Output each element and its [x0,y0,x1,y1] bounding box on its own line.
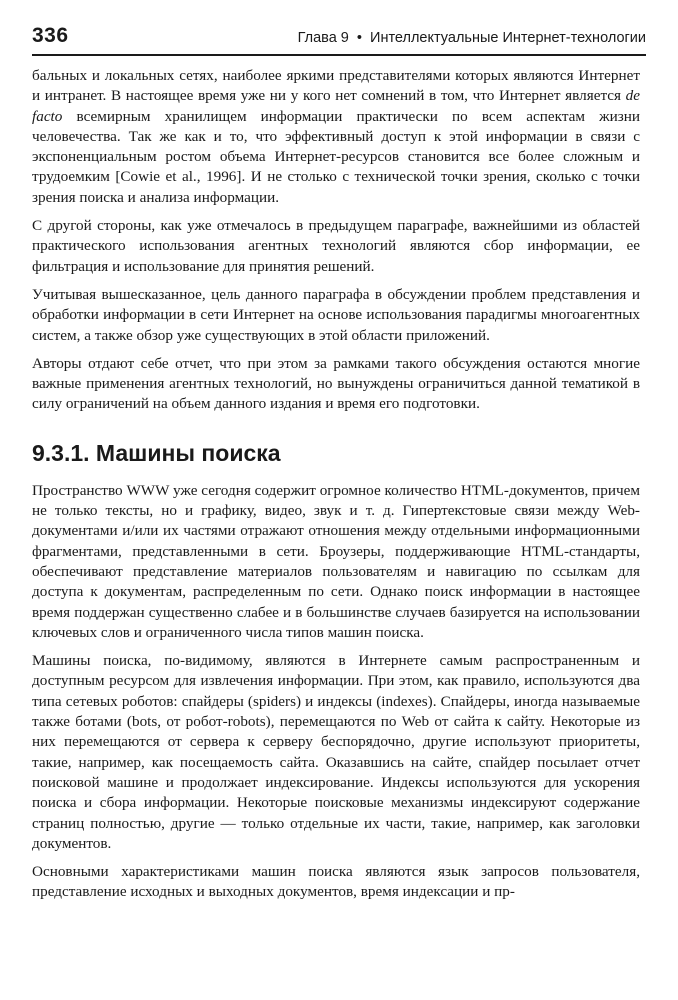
page-number: 336 [32,24,69,47]
bullet-separator: • [356,30,362,46]
paragraph: Машины поиска, по-видимому, являются в Интернете самым распространенным и доступным ресурсом для извлечения информации. При этом, как правило, используются два типа сетевых роботов: спайдеры (spiders) и индексы (indexes). Спайдеры, иногда называемые также ботами (bots, от робот-robots), перемещаются по Web от сайта к сайту. Некоторые из них перемещаются от сервера к серверу беспорядочно, другие используют приоритеты, такие, например, как посещаемость сайта. Оказавшись на сайте, спайдер посылает отчет поисковой машине и продолжает индексирование. Индексы используются для ускорения поиска и сбора информации. Некоторые поисковые механизмы индексируют содержание страниц полностью, другие — только отдельные их части, такие, например, как заголовки документов. [32,652,640,852]
paragraph: С другой стороны, как уже отмечалось в предыдущем параграфе, важнейшими из областей практического использования агентных технологий являются сбор информации, ее фильтрация и использование для принятия решений. [32,217,640,275]
chapter-label: Глава 9 [297,30,349,46]
paragraph: Пространство WWW уже сегодня содержит огромное количество HTML-документов, причем не только тексты, но и графику, видео, звук и т. д. Гипертекстовые связи между Web-документами и/или их частями отражают отношения между отдельными информационными фрагментами, представленными в сети. Броузеры, поддерживающие HTML-стандарты, обеспечивают представление материалов пользователям и навигацию по ссылкам для доступа к документам, распределенным по сети. Однако поиск информации в настоящее время поддержан существенно слабее и в большинстве случаев базируется на использовании ключевых слов и ограниченного числа типов машин поиска. [32,481,640,641]
running-head [298,30,646,46]
paragraph-text: бальных и локальных сетях, наиболее яркими представителями которых являются Интернет и интранет. В настоящее время уже ни у кого нет сомнений в том, что Интернет является [32,67,640,105]
page-body [32,66,640,911]
paragraph-text: всемирным хранилищем информации практически по всем аспектам жизни человечества. Так же как и то, что эффективный доступ к этой информации в связи с экспоненциальным ростом объема Интернет-ресурсов становится все более сложным и трудоемким [Cowie et al., 1996]. И не столько с технической точки зрения, сколько с точки зрения поиска и анализа информации. [32,107,640,206]
emphasis-text: de facto [32,87,640,125]
running-header [32,22,646,56]
paragraph: Учитывая вышесказанное, цель данного параграфа в обсуждении проблем представления и обработки информации в сети Интернет на основе использования парадигмы многоагентных систем, а также обзор уже существующих в этой области приложений. [32,285,640,344]
chapter-title: Интеллектуальные Интернет-технологии [370,30,646,46]
section-heading: 9.3.1. Машины поиска [32,439,281,466]
paragraph [32,66,640,208]
paragraph: Авторы отдают себе отчет, что при этом за рамками такого обсуждения остаются многие важные применения агентных технологий, но вынуждены ограничиться данной тематикой в силу ограничений на объем данного издания и время его подготовки. [32,354,640,413]
paragraph: Основными характеристиками машин поиска являются язык запросов пользователя, представление исходных и выходных документов, время индексации и пр- [32,863,640,901]
